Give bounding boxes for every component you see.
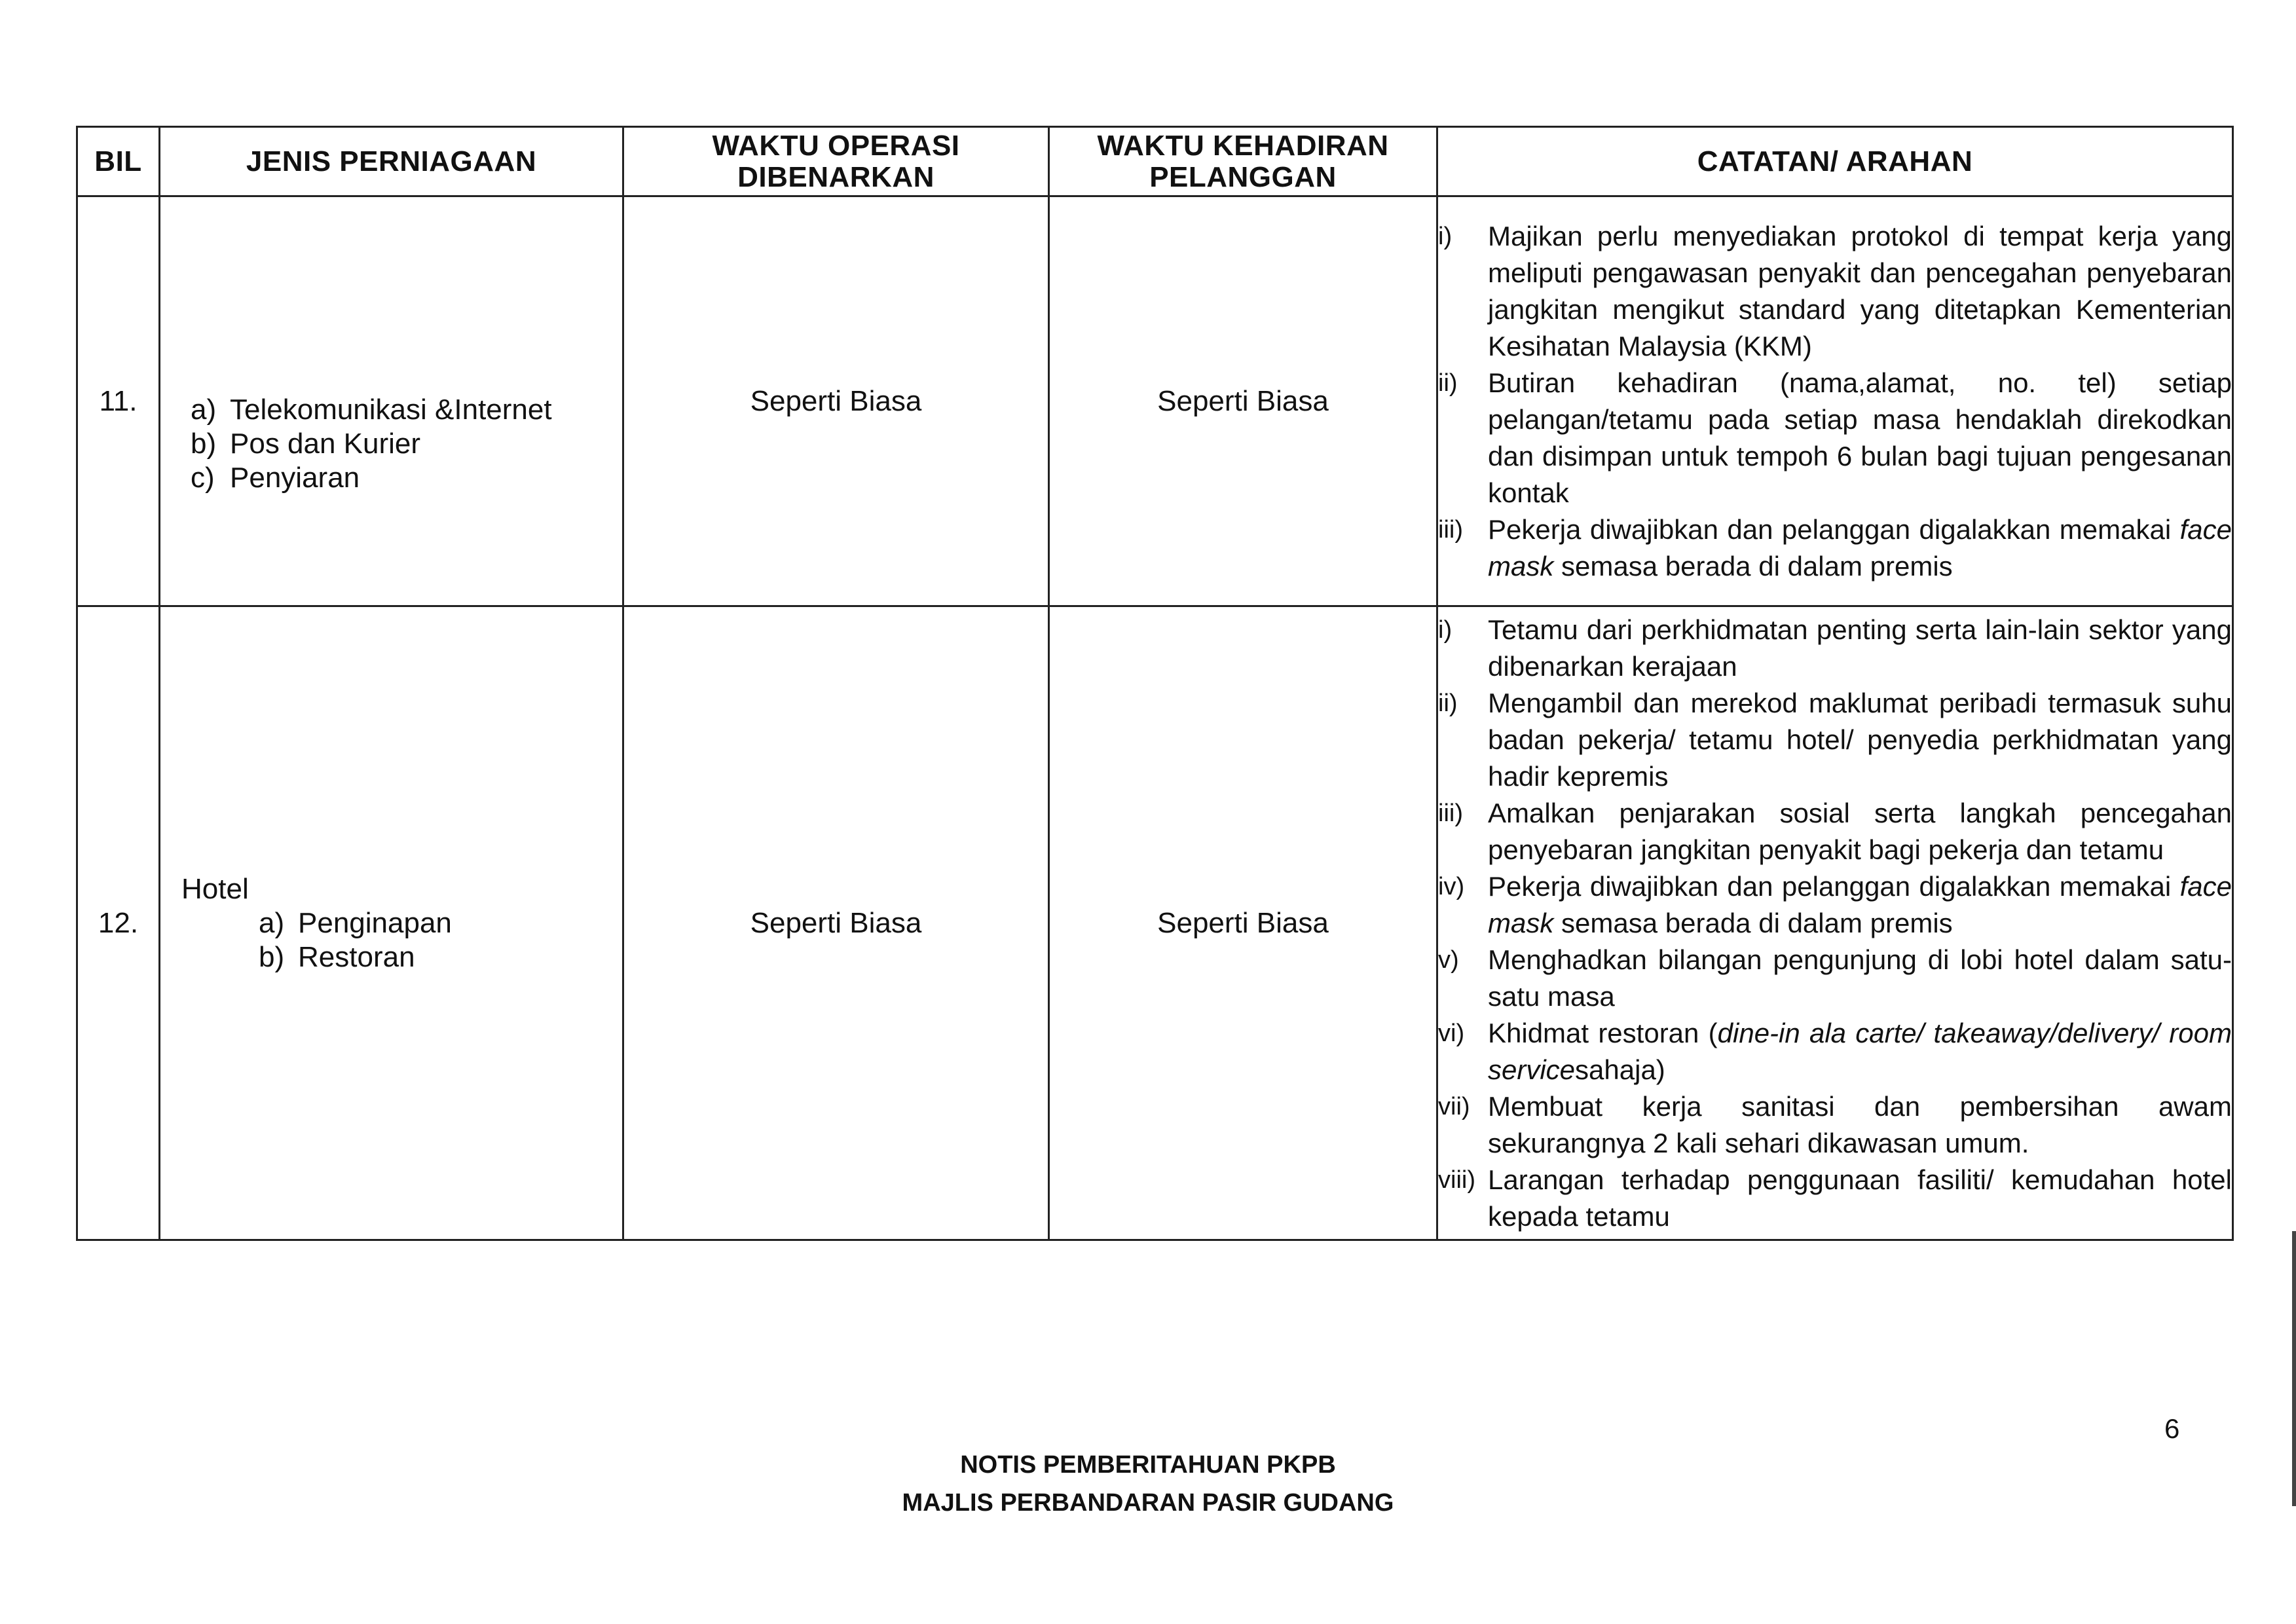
note-item: [1438, 1015, 2232, 1088]
table-row: [77, 606, 2233, 1240]
note-text: Larangan terhadap penggunaan fasiliti/ kemudahan hotel kepada tetamu: [1488, 1164, 2232, 1232]
notes-list: [1438, 612, 2232, 1235]
notes-list: [1438, 218, 2232, 585]
note-number: i): [1438, 222, 1453, 250]
list-marker: b): [259, 940, 285, 973]
scan-edge-mark: [2292, 1231, 2296, 1506]
note-italic-text: face mask: [1488, 513, 2232, 581]
list-marker: c): [191, 461, 215, 494]
note-number: iii): [1438, 799, 1463, 827]
row-number: 11.: [77, 196, 160, 606]
note-number: vii): [1438, 1092, 1470, 1120]
note-item: [1438, 795, 2232, 868]
note-text: Pekerja diwajibkan dan pelanggan digalakkan memakai: [1488, 870, 2172, 902]
list-item: [191, 427, 622, 461]
note-number: i): [1438, 616, 1453, 644]
list-marker: a): [259, 906, 285, 939]
note-number: ii): [1438, 369, 1458, 397]
note-number: ii): [1438, 689, 1458, 717]
note-text-after: semasa berada di dalam premis: [1553, 907, 1953, 938]
note-item: [1438, 1088, 2232, 1162]
customer-hours-cell: Seperti Biasa: [1049, 606, 1437, 1240]
page-number: 6: [2164, 1413, 2180, 1444]
note-text: Majikan perlu menyediakan protokol di tempat kerja yang meliputi pengawasan penyakit dan pencegahan penyebaran jangkitan mengikut standard yang ditetapkan Kementerian Kesihatan Malaysia (KKM): [1488, 220, 2232, 361]
list-item-label: Pos dan Kurier: [230, 427, 421, 460]
note-number: iii): [1438, 515, 1463, 544]
header-waktu-operasi-line2: DIBENARKAN: [737, 160, 935, 193]
note-number: iv): [1438, 872, 1465, 900]
footer-line-1: NOTIS PEMBERITAHUAN PKPB: [960, 1451, 1336, 1479]
note-text: Tetamu dari perkhidmatan penting serta lain-lain sektor yang dibenarkan kerajaan: [1488, 614, 2232, 682]
list-item-label: Telekomunikasi &Internet: [230, 393, 552, 426]
row-number: 12.: [77, 606, 160, 1240]
note-text-after: semasa berada di dalam premis: [1553, 550, 1953, 581]
header-waktu-kehadiran-line1: WAKTU KEHADIRAN: [1097, 129, 1389, 162]
note-item: [1438, 612, 2232, 685]
note-item: [1438, 218, 2232, 365]
note-item: [1438, 511, 2232, 585]
list-item: [259, 906, 622, 940]
business-rules-table: [76, 126, 2234, 1241]
note-item: [1438, 365, 2232, 511]
note-text-wrapper: [1488, 1015, 2232, 1088]
header-waktu-operasi: [623, 127, 1049, 196]
note-text: Pekerja diwajibkan dan pelanggan digalakkan memakai: [1488, 513, 2172, 545]
note-text: Membuat kerja sanitasi dan pembersihan awam sekurangnya 2 kali sehari dikawasan umum.: [1488, 1090, 2232, 1158]
customer-hours-cell: Seperti Biasa: [1049, 196, 1437, 606]
list-item-label: Penyiaran: [230, 461, 360, 494]
business-type-cell: [160, 606, 623, 1240]
note-item: [1438, 685, 2232, 795]
operating-hours-cell: Seperti Biasa: [623, 196, 1049, 606]
header-catatan-arahan: CATATAN/ ARAHAN: [1437, 127, 2233, 196]
header-jenis-perniagaan: JENIS PERNIAGAAN: [160, 127, 623, 196]
note-text-wrapper: [1488, 868, 2232, 942]
list-item: [191, 461, 622, 495]
note-number: v): [1438, 946, 1459, 974]
note-text: Amalkan penjarakan sosial serta langkah pencegahan penyebaran jangkitan penyakit bagi pekerja dan tetamu: [1488, 797, 2232, 865]
table-row: [77, 196, 2233, 606]
list-item: [191, 393, 622, 427]
list-item-label: Restoran: [298, 940, 415, 973]
business-heading: Hotel: [181, 872, 249, 905]
note-text-after: sahaja): [1575, 1054, 1665, 1085]
footer-line-2: MAJLIS PERBANDARAN PASIR GUDANG: [902, 1489, 1394, 1517]
header-waktu-kehadiran: [1049, 127, 1437, 196]
header-bil: BIL: [77, 127, 160, 196]
header-waktu-operasi-line1: WAKTU OPERASI: [712, 129, 960, 162]
note-number: vi): [1438, 1019, 1465, 1047]
operating-hours-cell: Seperti Biasa: [623, 606, 1049, 1240]
note-text: Butiran kehadiran (nama,alamat, no. tel) setiap pelangan/tetamu pada setiap masa hendaklah direkodkan dan disimpan untuk tempoh 6 bulan bagi tujuan pengesanan kontak: [1488, 367, 2232, 508]
note-text: Khidmat restoran (: [1488, 1017, 1718, 1048]
business-type-cell: [160, 196, 623, 606]
list-item-label: Penginapan: [298, 906, 452, 939]
table-header-row: [77, 127, 2233, 196]
list-item: [259, 940, 622, 974]
list-marker: b): [191, 427, 217, 460]
page-footer: [0, 1446, 2296, 1522]
note-item: [1438, 1162, 2232, 1235]
note-italic-text: dine-in ala carte/ takeaway/delivery/ room service: [1488, 1017, 2232, 1085]
header-waktu-kehadiran-line2: PELANGGAN: [1149, 160, 1337, 193]
notes-cell: [1437, 196, 2233, 606]
list-marker: a): [191, 393, 217, 426]
note-item: [1438, 942, 2232, 1015]
note-number: viii): [1438, 1166, 1475, 1194]
note-text-wrapper: [1488, 511, 2232, 585]
note-text: Mengambil dan merekod maklumat peribadi termasuk suhu badan pekerja/ tetamu hotel/ penyedia perkhidmatan yang hadir kepremis: [1488, 687, 2232, 792]
notes-cell: [1437, 606, 2233, 1240]
note-text: Menghadkan bilangan pengunjung di lobi hotel dalam satu-satu masa: [1488, 944, 2232, 1012]
note-item: [1438, 868, 2232, 942]
note-italic-text: face mask: [1488, 870, 2232, 938]
